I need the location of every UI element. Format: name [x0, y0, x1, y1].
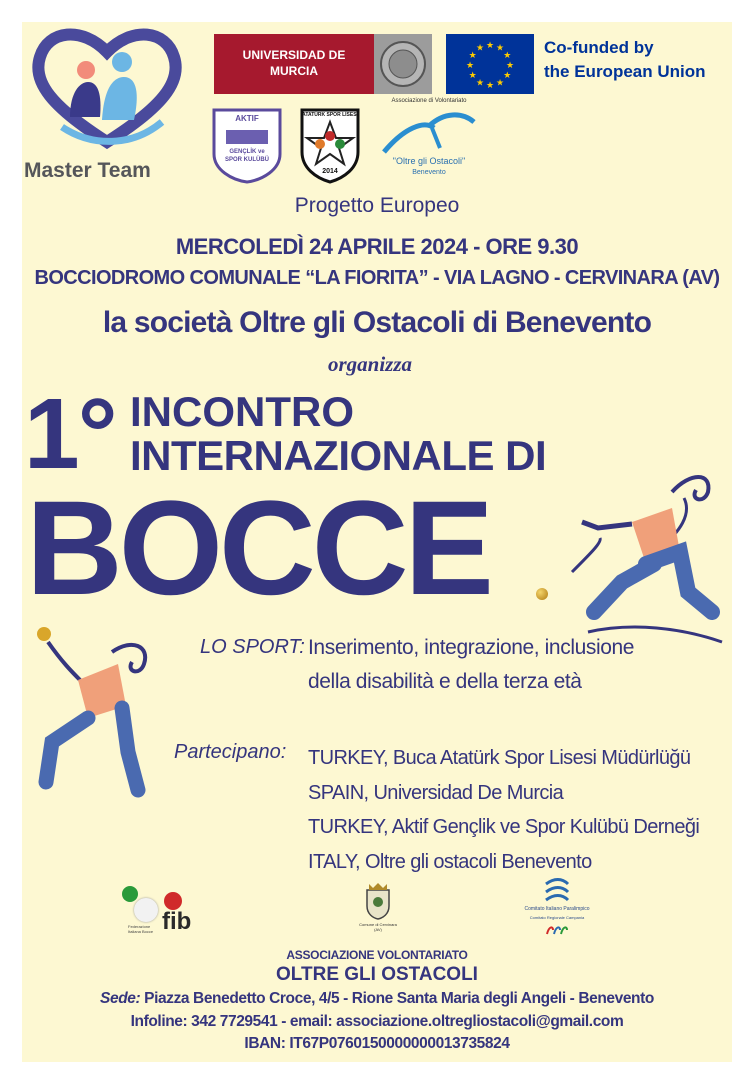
title-line2: INTERNAZIONALE DI: [130, 432, 547, 479]
participant-item: SPAIN, Universidad De Murcia: [308, 781, 564, 804]
master-team-logo: [22, 22, 192, 187]
venue: BOCCIODROMO COMUNALE “LA FIORITA” - VIA LAGNO - CERVINARA (AV): [34, 267, 720, 289]
footer-iban: IBAN: IT67P0760150000000013735824: [244, 1035, 510, 1052]
eu-logo: [446, 34, 736, 94]
eu-star-icon: ★: [475, 42, 485, 53]
ball-icon: [536, 588, 548, 600]
fib-ball-green-icon: [122, 886, 138, 902]
participant-item: TURKEY, Buca Atatürk Spor Lisesi Müdürlüğü: [308, 747, 691, 769]
title-line1: INCONTRO: [130, 388, 354, 435]
footer-sede: [22, 990, 732, 1008]
eu-star-icon: ★: [495, 42, 505, 53]
eu-star-icon: ★: [485, 40, 495, 50]
oltre-logo: [374, 98, 484, 184]
eu-star-icon: ★: [503, 70, 512, 80]
cip-text: Comitato Italiano Paralimpico: [524, 906, 590, 912]
eu-star-icon: ★: [468, 70, 477, 80]
oltre-name: "Oltre gli Ostacoli": [392, 156, 466, 166]
eu-line2: the European Union: [544, 62, 706, 81]
organizer: la società Oltre gli Ostacoli di Benevento: [102, 306, 652, 339]
murcia-logo: [214, 34, 432, 94]
participant-item: TURKEY, Aktif Gençlik ve Spor Kulübü Derneği: [308, 816, 700, 838]
oltre-city: Benevento: [412, 169, 446, 176]
agitos-icon: [545, 924, 569, 936]
poster: [22, 22, 732, 1062]
murcia-line1: UNIVERSIDAD DE: [242, 48, 346, 62]
comune-text: Comune di Cervinara (AV): [359, 922, 397, 932]
fib-text: fib: [162, 908, 192, 935]
eu-line1: Co-funded by: [544, 38, 654, 57]
eu-star-icon: ★: [495, 77, 505, 88]
sede-address: Piazza Benedetto Croce, 4/5 - Rione Santa Maria degli Angeli - Benevento: [140, 990, 654, 1007]
title-main: BOCCE: [26, 474, 490, 623]
footer-name: OLTRE GLI OSTACOLI: [276, 964, 478, 985]
master-team-text: Master Team: [24, 159, 151, 182]
eu-star-icon: ★: [465, 60, 475, 70]
fib-small: Federazione Italiana Bocce: [128, 924, 154, 934]
ataturk-logo: [298, 106, 362, 184]
oltre-bird-icon: [374, 108, 484, 158]
sport-label: LO SPORT:: [200, 636, 305, 658]
date-time: MERCOLEDÌ 24 APRILE 2024 - ORE 9.30: [175, 234, 579, 259]
eu-star-icon: ★: [503, 50, 512, 60]
fib-ball-white-icon: [134, 898, 158, 922]
murcia-seal-icon: [374, 34, 432, 94]
murcia-line2: MURCIA: [270, 64, 318, 78]
sede-label: Sede:: [100, 990, 141, 1007]
comune-crest-icon: [363, 882, 393, 920]
cip-logo: [516, 878, 598, 940]
athlete-right-icon: [562, 452, 732, 652]
cip-small: Comitato Regionale Campania: [529, 915, 585, 920]
eu-star-icon: ★: [505, 60, 515, 70]
aktif-top: AKTIF: [235, 114, 259, 123]
fib-logo: [118, 878, 208, 938]
aktif-logo: [210, 106, 284, 184]
organizza-label: organizza: [328, 352, 413, 376]
eu-star-icon: ★: [485, 80, 495, 90]
oltre-assoc: Associazione di Volontariato: [391, 98, 467, 104]
footer-assoc: ASSOCIAZIONE VOLONTARIATO: [286, 948, 468, 962]
eu-flag-icon: [446, 34, 534, 94]
eu-star-icon: ★: [468, 50, 477, 60]
sport-line1: Inserimento, integrazione, inclusione: [308, 636, 635, 659]
cip-emblem-icon: [542, 878, 572, 904]
participant-item: ITALY, Oltre gli ostacoli Benevento: [308, 850, 592, 873]
ataturk-year: 2014: [322, 168, 338, 175]
ataturk-top: ATATÜRK SPOR LİSESİ: [302, 112, 358, 118]
athlete-left-icon: [22, 622, 172, 802]
sport-line2: della disabilità e della terza età: [308, 670, 582, 693]
participants-label: Partecipano:: [174, 741, 287, 763]
eu-star-icon: ★: [475, 77, 485, 88]
participants-list: [308, 741, 732, 879]
comune-logo: [358, 882, 398, 942]
master-team-heart-icon: [22, 22, 192, 162]
aktif-bottom: GENÇLİK ve SPOR KULÜBÜ: [224, 149, 269, 163]
project-label: Progetto Europeo: [294, 194, 460, 217]
footer-infoline: Infoline: 342 7729541 - email: associazione.oltregliostacoli@gmail.com: [130, 1013, 624, 1030]
title-ordinal: 1°: [24, 378, 116, 490]
